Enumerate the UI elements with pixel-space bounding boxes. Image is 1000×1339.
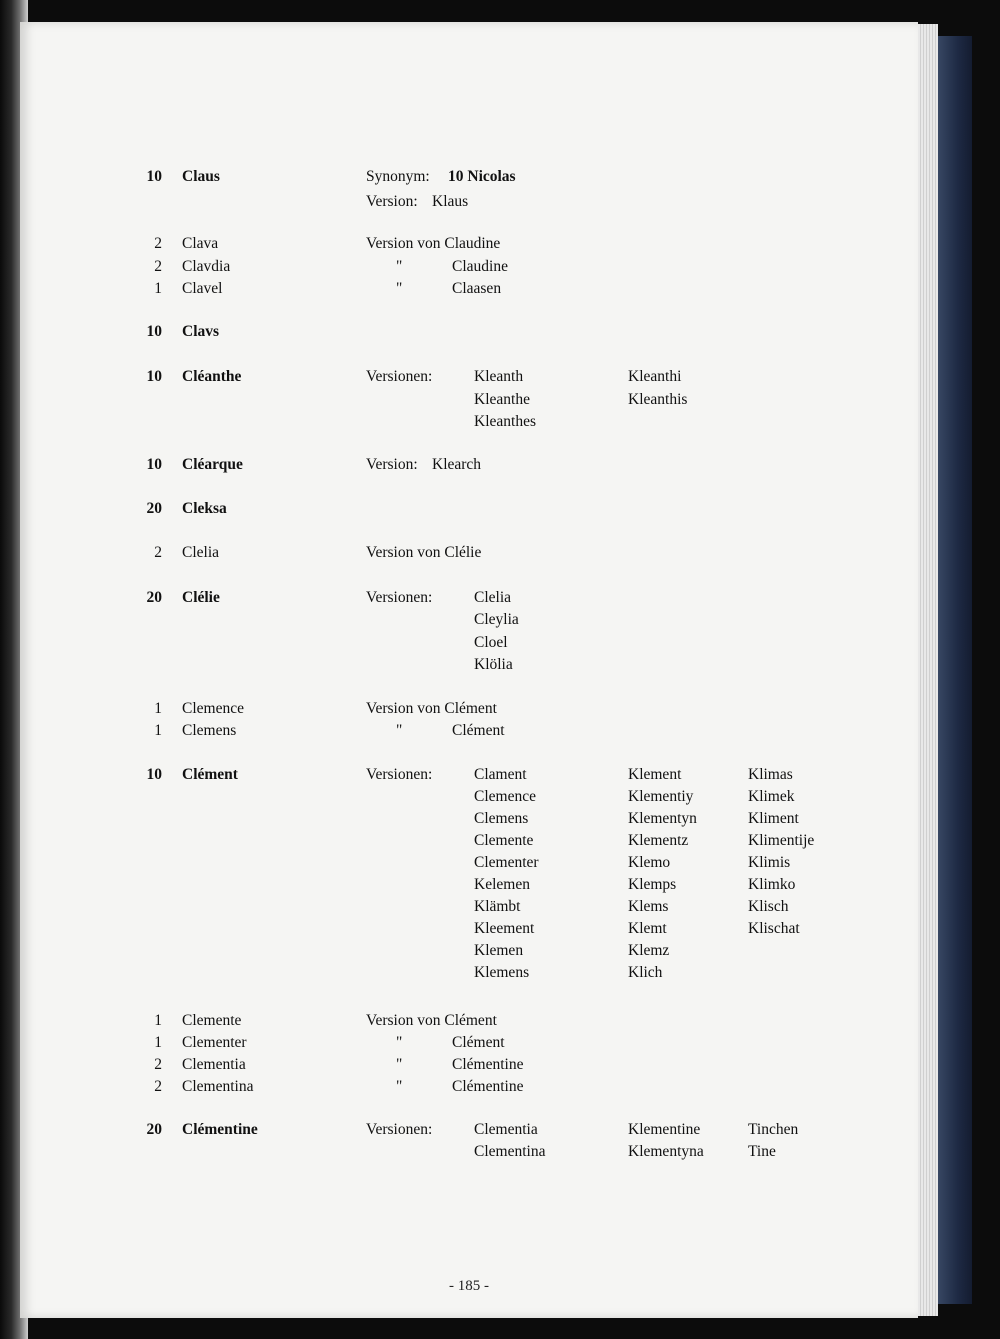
version-name: Kleement — [474, 920, 535, 937]
entry-count: 20 — [146, 589, 162, 606]
version-name: Klölia — [474, 656, 513, 673]
version-name: Klimek — [748, 788, 795, 805]
entry-count: 1 — [154, 1034, 162, 1051]
entry-count: 10 — [146, 456, 162, 473]
ditto-mark: " — [396, 1056, 403, 1073]
ditto-mark: " — [396, 722, 403, 739]
version-label: Versionen: — [366, 766, 433, 783]
version-name: Klimentije — [748, 832, 815, 849]
entry-name: Cleksa — [182, 500, 227, 517]
version-name: Klemps — [628, 876, 677, 893]
entry-count: 2 — [154, 544, 162, 561]
version-name: Klisch — [748, 898, 789, 915]
version-label: Synonym: — [366, 168, 430, 185]
book-cover-edge — [936, 36, 972, 1304]
version-label: Version von Clément — [366, 700, 497, 717]
version-name: Klemens — [474, 964, 530, 981]
version-name: Kleanthes — [474, 413, 536, 430]
entry-name: Clava — [182, 235, 219, 252]
entry-name: Clément — [182, 766, 238, 783]
version-name: Klemz — [628, 942, 670, 959]
version-name: Clementia — [474, 1121, 538, 1138]
version-name: Klich — [628, 964, 663, 981]
entry-name: Clemens — [182, 722, 237, 739]
version-label: Version von Claudine — [366, 235, 501, 252]
ditto-mark: " — [396, 1078, 403, 1095]
version-label: Versionen: — [366, 368, 433, 385]
entry-count: 2 — [154, 235, 162, 252]
entry-count: 10 — [146, 766, 162, 783]
version-name: Klischat — [748, 920, 800, 937]
version-label: Versionen: — [366, 589, 433, 606]
entry-name: Clélie — [182, 589, 220, 606]
version-name: Klementz — [628, 832, 689, 849]
version-name: Kelemen — [474, 876, 530, 893]
version-name: Klemo — [628, 854, 671, 871]
entry-name: Clemente — [182, 1012, 242, 1029]
version-name: Klemen — [474, 942, 524, 959]
version-name: Clemente — [474, 832, 534, 849]
version-name: Klaus — [432, 193, 469, 210]
version-name: Tinchen — [748, 1121, 799, 1138]
version-name: Clementer — [474, 854, 539, 871]
version-name: Clemens — [474, 810, 529, 827]
version-name: Kleanthe — [474, 391, 530, 408]
entry-count: 2 — [154, 1078, 162, 1095]
version-label: Version: — [366, 193, 418, 210]
entry-count: 10 — [146, 323, 162, 340]
version-name: Klement — [628, 766, 682, 783]
entry-count: 1 — [154, 722, 162, 739]
entry-count: 10 — [146, 368, 162, 385]
version-name: Klementiy — [628, 788, 694, 805]
entry-name: Clelia — [182, 544, 220, 561]
version-name: Clelia — [474, 589, 512, 606]
entry-count: 1 — [154, 280, 162, 297]
version-name: Clemence — [474, 788, 536, 805]
version-name: Cleylia — [474, 611, 519, 628]
version-name: Klimko — [748, 876, 796, 893]
page-number: - 185 - — [449, 1278, 489, 1294]
entry-name: Clavs — [182, 323, 220, 340]
version-label: Versionen: — [366, 1121, 433, 1138]
version-label: Version von Clément — [366, 1012, 497, 1029]
entry-count: 1 — [154, 700, 162, 717]
entry-count: 20 — [146, 500, 162, 517]
version-name: 10 Nicolas — [448, 168, 516, 185]
version-name: Klimas — [748, 766, 793, 783]
version-name: Kleanth — [474, 368, 524, 385]
book-page — [20, 22, 918, 1318]
entry-name: Clementia — [182, 1056, 246, 1073]
ditto-mark: " — [396, 258, 403, 275]
version-name: Klämbt — [474, 898, 521, 915]
version-label: Version von Clélie — [366, 544, 482, 561]
version-name: Klementyn — [628, 810, 697, 827]
entry-name: Claus — [182, 168, 220, 185]
entry-name: Clémentine — [182, 1121, 258, 1138]
entry-count: 2 — [154, 258, 162, 275]
entry-name: Cléarque — [182, 456, 243, 473]
version-name: Klimis — [748, 854, 791, 871]
entry-count: 2 — [154, 1056, 162, 1073]
version-name: Klems — [628, 898, 669, 915]
version-name: Claasen — [452, 280, 502, 297]
version-name: Klearch — [432, 456, 482, 473]
version-name: Kleanthi — [628, 368, 682, 385]
version-name: Kliment — [748, 810, 799, 827]
entry-count: 10 — [146, 168, 162, 185]
entry-name: Clementer — [182, 1034, 247, 1051]
ditto-mark: " — [396, 1034, 403, 1051]
version-name: Klementine — [628, 1121, 701, 1138]
entry-name: Clavdia — [182, 258, 231, 275]
version-name: Tine — [748, 1143, 776, 1160]
entry-name: Clavel — [182, 280, 223, 297]
version-name: Klemt — [628, 920, 667, 937]
ditto-mark: " — [396, 280, 403, 297]
version-name: Clémentine — [452, 1078, 524, 1095]
version-name: Clément — [452, 722, 505, 739]
version-name: Kleanthis — [628, 391, 688, 408]
version-name: Clémentine — [452, 1056, 524, 1073]
version-name: Clementina — [474, 1143, 546, 1160]
version-name: Cloel — [474, 634, 508, 651]
version-name: Clament — [474, 766, 527, 783]
entry-name: Clementina — [182, 1078, 254, 1095]
entry-count: 1 — [154, 1012, 162, 1029]
version-name: Klementyna — [628, 1143, 704, 1160]
version-label: Version: — [366, 456, 418, 473]
version-name: Clément — [452, 1034, 505, 1051]
entry-count: 20 — [146, 1121, 162, 1138]
version-name: Claudine — [452, 258, 508, 275]
entry-name: Cléanthe — [182, 368, 242, 385]
entry-name: Clemence — [182, 700, 244, 717]
